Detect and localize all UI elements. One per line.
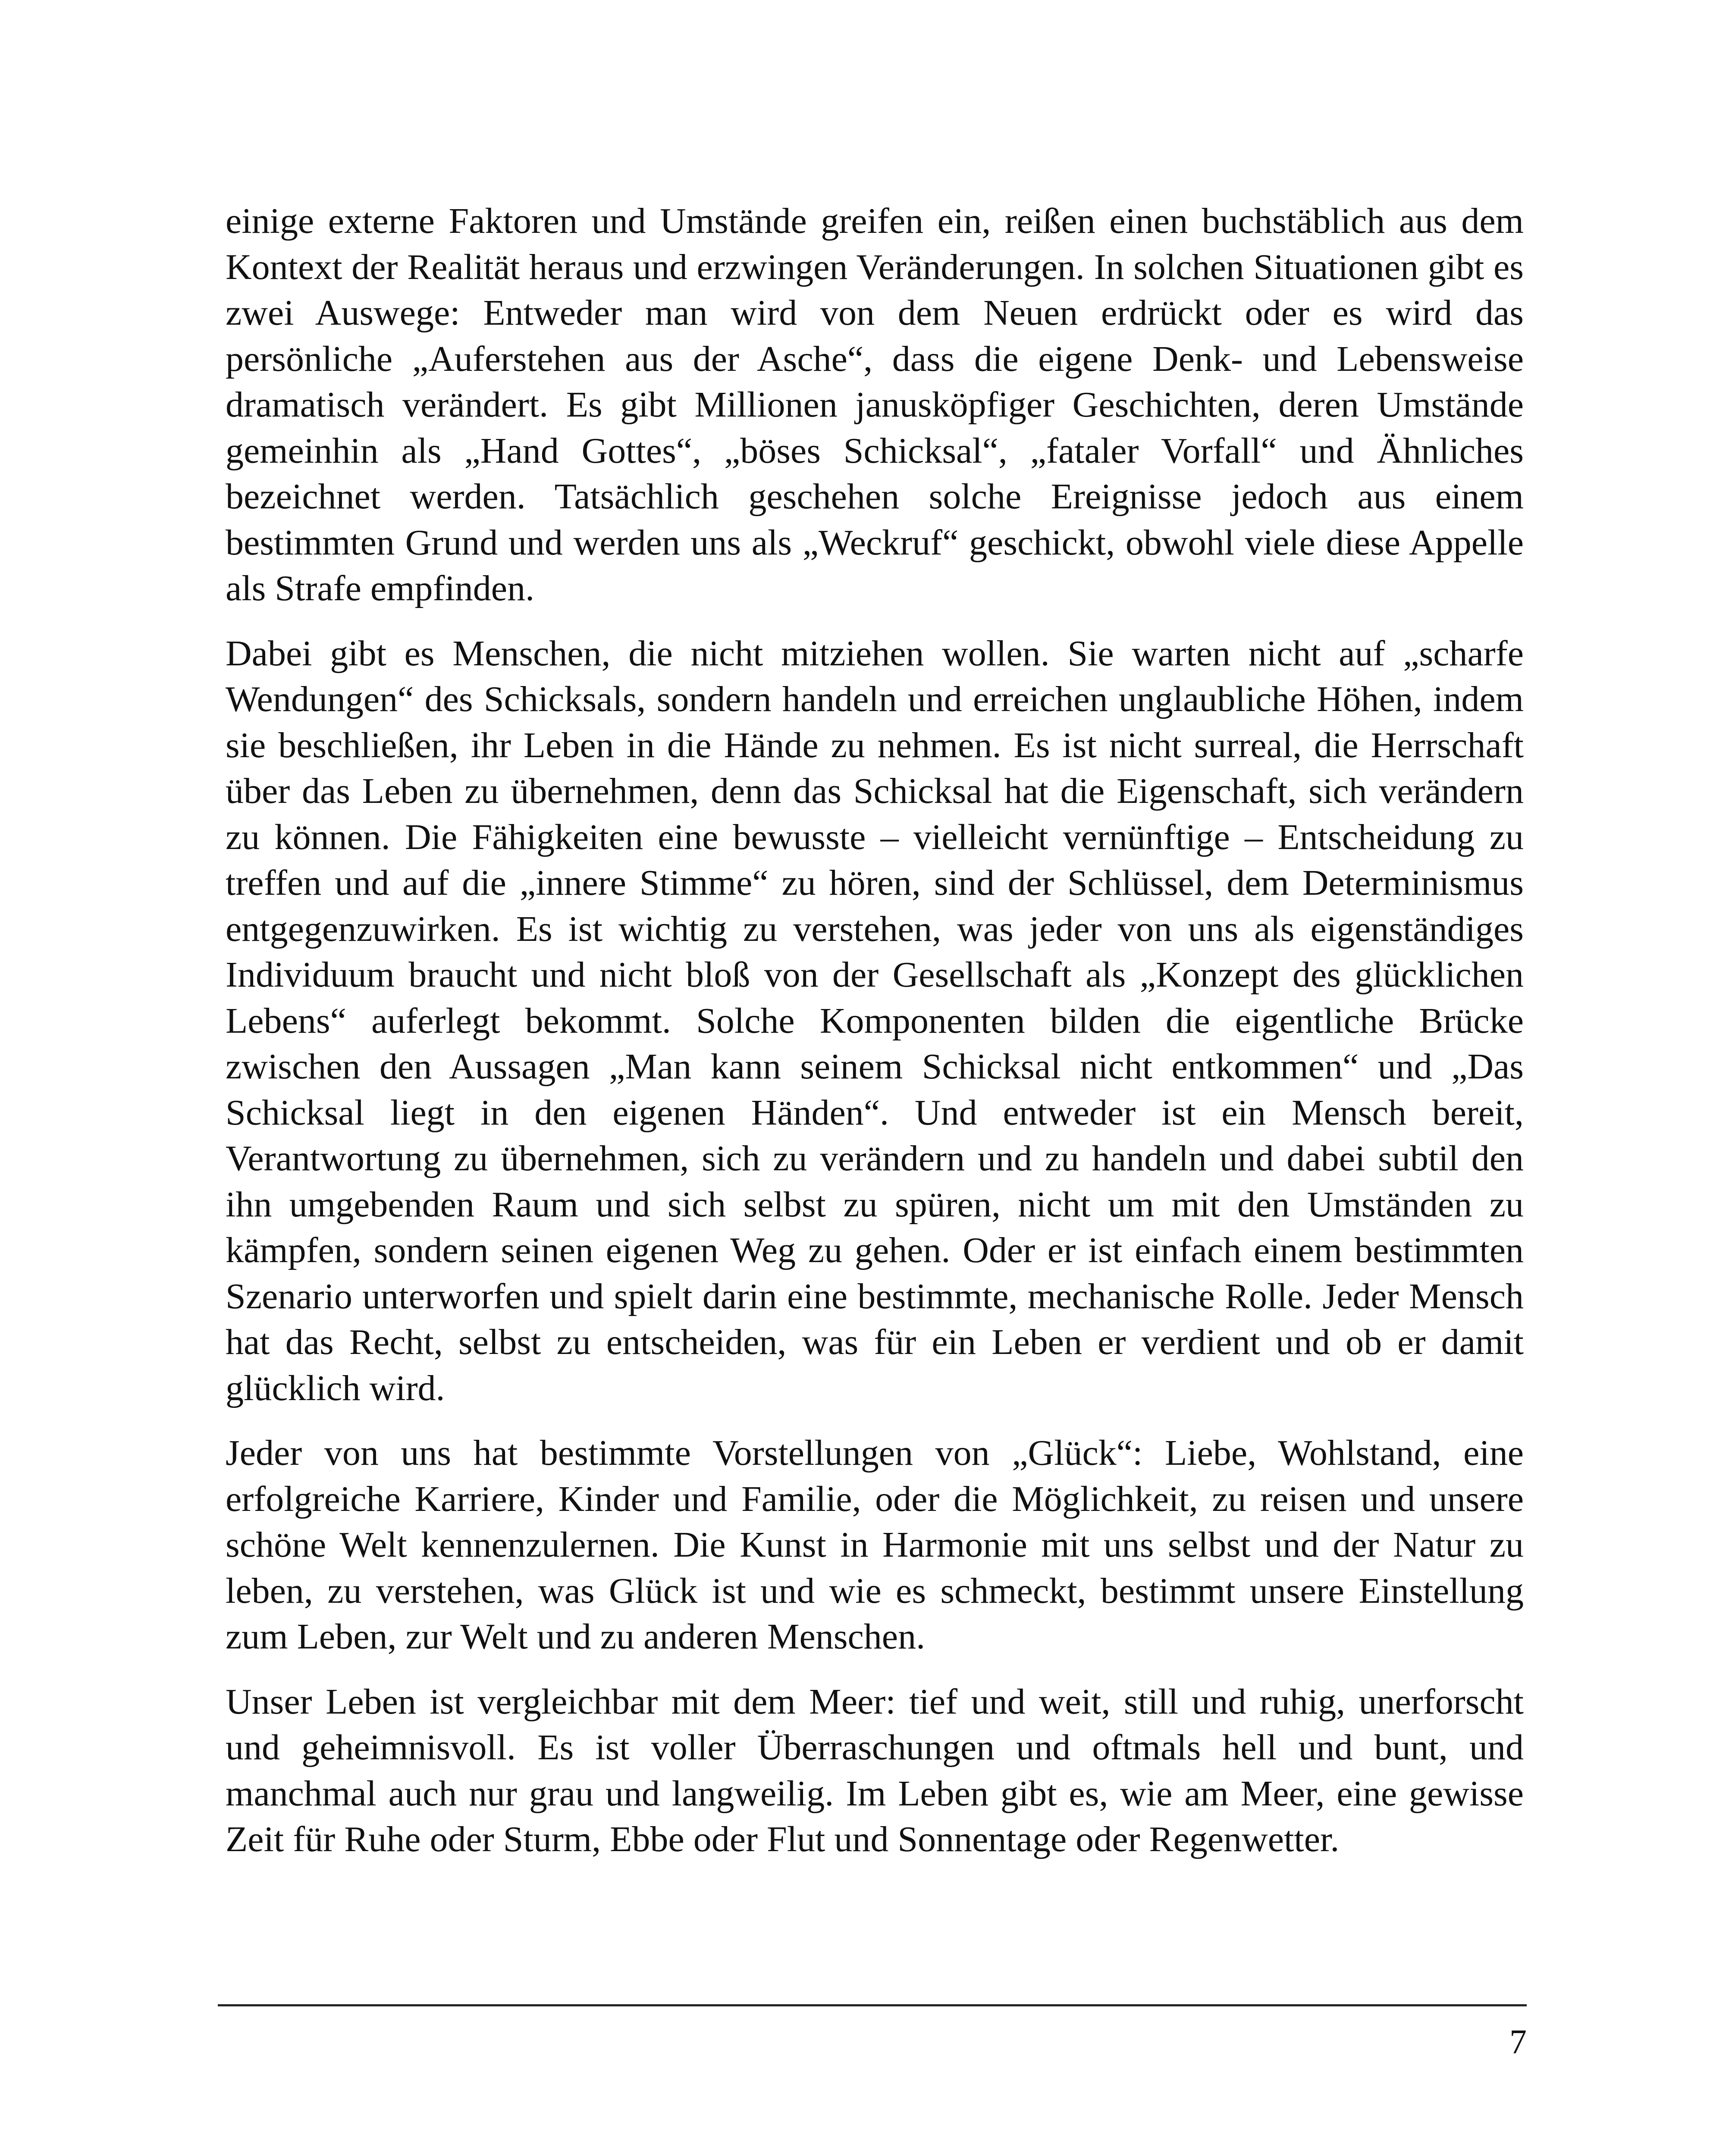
paragraph-4: Unser Leben ist vergleichbar mit dem Meer: tief und weit, still und ruhig, unerforscht und geheimnisvoll. Es ist voller Überraschungen und oftmals hell und bunt, und manchmal auch nur grau und langweilig. Im Leben gibt es, wie am Meer, eine gewisse Zeit für Ruhe oder Sturm, Ebbe oder Flut und Sonnentage oder Regenwetter. — [226, 1681, 1524, 1859]
paragraph-2: Dabei gibt es Menschen, die nicht mitziehen wollen. Sie warten nicht auf „scharfe Wendungen“ des Schicksals, sondern handeln und erreichen unglaubliche Höhen, indem sie beschließen, ihr Leben in die Hände zu nehmen. Es ist nicht surreal, die Herrschaft über das Leben zu übernehmen, denn das Schicksal hat die Eigenschaft, sich verändern zu können. Die Fähigkeiten eine bewusste – vielleicht vernünftige – Entscheidung zu treffen und auf die „innere Stimme“ zu hören, sind der Schlüssel, dem Determinismus entgegenzuwirken. Es ist wichtig zu verstehen, was jeder von uns als eigenständiges Individuum braucht und nicht bloß von der Gesellschaft als „Konzept des glücklichen Lebens“ auferlegt bekommt. Solche Komponenten bilden die eigentliche Brücke zwischen den Aussagen „Man kann seinem Schicksal nicht entkommen“ und „Das Schicksal liegt in den eigenen Händen“. Und entweder ist ein Mensch bereit, Verantwortung zu übernehmen, sich zu verändern und zu handeln und dabei subtil den ihn umgebenden Raum und sich selbst zu spüren, nicht um mit den Umständen zu kämpfen, sondern seinen eigenen Weg zu gehen. Oder er ist einfach einem bestimmten Szenario unterworfen und spielt darin eine bestimmte, mechanische Rolle. Jeder Mensch hat das Recht, selbst zu entscheiden, was für ein Leben er verdient und ob er damit glücklich wird. — [226, 633, 1524, 1408]
page-number: 7 — [1509, 2023, 1527, 2061]
paragraph-3: Jeder von uns hat bestimmte Vorstellungen von „Glück“: Liebe, Wohlstand, eine erfolgreiche Karriere, Kinder und Familie, oder die Möglichkeit, zu reisen und unsere schöne Welt kennenzulernen. Die Kunst in Harmonie mit uns selbst und der Natur zu leben, zu verstehen, was Glück ist und wie es schmeckt, bestimmt unsere Einstellung zum Leben, zur Welt und zu anderen Menschen. — [226, 1433, 1524, 1657]
body-text — [226, 198, 1524, 1882]
paragraph-1: einige externe Faktoren und Umstände greifen ein, reißen einen buchstäblich aus dem Kontext der Realität heraus und erzwingen Veränderungen. In solchen Situationen gibt es zwei Auswege: Entweder man wird von dem Neuen erdrückt oder es wird das persönliche „Auferstehen aus der Asche“, dass die eigene Denk- und Lebensweise dramatisch verändert. Es gibt Millionen janusköpfiger Geschichten, deren Umstände gemeinhin als „Hand Gottes“, „böses Schicksal“, „fataler Vorfall“ und Ähnliches bezeichnet werden. Tatsächlich geschehen solche Ereignisse jedoch aus einem bestimmten Grund und werden uns als „Weckruf“ geschickt, obwohl viele diese Appelle als Strafe empfinden. — [226, 201, 1524, 608]
footer-divider — [218, 2004, 1527, 2006]
